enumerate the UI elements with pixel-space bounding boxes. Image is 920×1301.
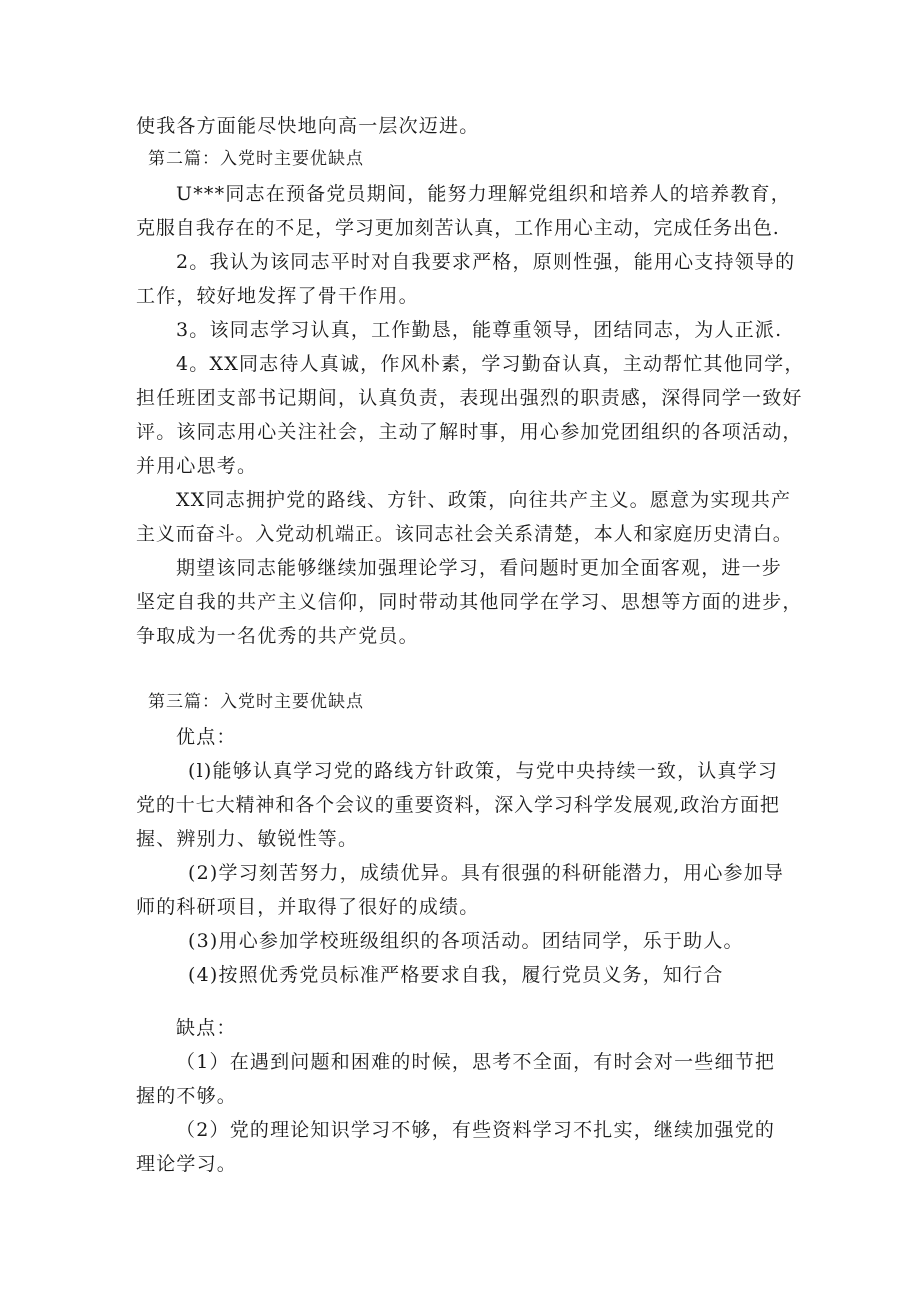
text-line: 并用心思考。 (136, 455, 258, 477)
text-line: （1）在遇到问题和困难的时候，思考不全面，有时会对一些细节把 (176, 1051, 776, 1073)
text-line: 使我各方面能尽快地向高一层次迈进。 (136, 115, 480, 137)
text-line: 理论学习。 (136, 1153, 238, 1175)
text-line: 师的科研项目，并取得了很好的成绩。 (136, 896, 480, 918)
text-line: 工作，较好地发挥了骨干作用。 (136, 285, 419, 307)
section-heading-3: 第三篇：入党时主要优缺点 (148, 692, 364, 712)
text-line: 2。我认为该同志平时对自我要求严格，原则性强，能用心支持领导的 (176, 251, 796, 273)
text-line: 主义而奋斗。入党动机端正。该同志社会关系清楚，本人和家庭历史清白。 (136, 523, 793, 545)
text-line: 党的十七大精神和各个会议的重要资料，深入学习科学发展观,政治方面把 (136, 794, 780, 816)
subheading-cons: 缺点： (176, 1017, 237, 1039)
text-line: 期望该同志能够继续加强理论学习，看问题时更加全面客观，进一步 (176, 557, 783, 579)
text-line: 评。该同志用心关注社会，主动了解时事，用心参加党团组织的各项活动， (136, 421, 803, 443)
text-line: (4)按照优秀党员标准严格要求自我，履行党员义务，知行合 (188, 964, 724, 986)
text-line: 克服自我存在的不足，学习更加刻苦认真，工作用心主动，完成任务出色. (136, 217, 780, 239)
subheading-pros: 优点： (176, 726, 237, 748)
text-line: 坚定自我的共产主义信仰，同时带动其他同学在学习、思想等方面的进步， (136, 591, 803, 613)
text-line: （2）党的理论知识学习不够，有些资料学习不扎实，继续加强党的 (176, 1119, 776, 1141)
text-line: (2)学习刻苦努力，成绩优异。具有很强的科研能潜力，用心参加导 (188, 862, 785, 884)
text-line: (3)用心参加学校班级组织的各项活动。团结同学，乐于助人。 (188, 930, 744, 952)
text-line: U***同志在预备党员期间，能努力理解党组织和培养人的培养教育， (176, 183, 791, 205)
text-line: 握的不够。 (136, 1085, 238, 1107)
text-line: 3。该同志学习认真，工作勤恳，能尊重领导，团结同志，为人正派. (176, 319, 783, 341)
text-line: 担任班团支部书记期间，认真负责，表现出强烈的职责感，深得同学一致好 (136, 387, 803, 409)
section-heading-2: 第二篇：入党时主要优缺点 (148, 149, 364, 169)
text-line: (l)能够认真学习党的路线方针政策，与党中央持续一致，认真学习 (188, 760, 779, 782)
text-line: XX同志拥护党的路线、方针、政策，向往共产主义。愿意为实现共产 (176, 489, 792, 511)
text-line: 争取成为一名优秀的共产党员。 (136, 625, 419, 647)
text-line: 4。XX同志待人真诚，作风朴素，学习勤奋认真，主动帮忙其他同学， (176, 353, 805, 375)
text-line: 握、辨别力、敏锐性等。 (136, 828, 359, 850)
